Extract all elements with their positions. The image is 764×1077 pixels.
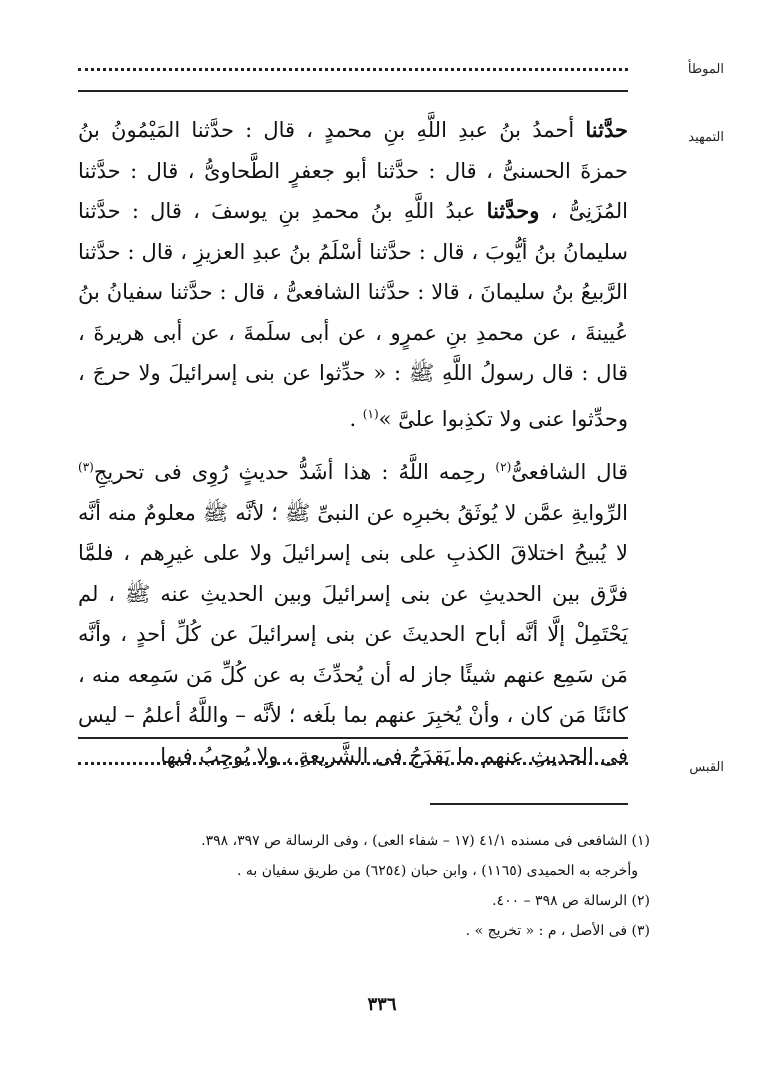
footnote-ref-3: (٣) [78,460,94,474]
footnote-separator [430,803,628,805]
paragraph-1-part1: أحمدُ بنُ عبدِ اللَّهِ بنِ محمدٍ ، قال : حدَّثنا المَيْمُونُ بنُ حمزةَ الحسنىُّ ، قال : حدَّثنا أبو جعفرٍ الطَّحاوىُّ ، قال : حدَّثنا المُزَنِىُّ ، [78,118,628,223]
footnote-1-cont: وأخرجه به الحميدى (١١٦٥) ، وابن حبان (٦٢٥٤) من طريق سفيان به . [236,863,638,879]
paragraph-2-part3: الرِّوايةِ عمَّن لا يُوثَقُ بخبرِه عن النبىِّ ﷺ ؛ لأنَّه ﷺ معلومٌ منه أنَّه لا يُبيحُ اختلاقَ الكذبِ على بنى إسرائيلَ ولا على غيرِهم ، فلمَّا فرَّق بين الحديثِ عن بنى إسرائيلَ وبين الحديثِ عنه ﷺ ، لم يَحْتَمِلْ إلَّا أنَّه أباح الحديثَ عن بنى إسرائيلَ عن كُلِّ أحدٍ ، وأنَّه مَن سَمِع عنهم شيئًا جاز له أن يُحدِّثَ به عن كُلِّ مَن سَمِعه منه ، كائنًا مَن كان ، وأنْ يُخبِرَ عنهم بما بلَغه ؛ لأنَّه – واللَّهُ أعلمُ – ليس فى الحديثِ عنهم ما يَقدَحُ فى الشَّريعةِ ، ولا يُوجِبُ فيها [78,500,628,768]
paragraph-1-mid: وحدَّثنا [486,198,540,223]
paragraph-1 [78,110,628,439]
qabas-label: القبس [689,760,724,775]
footnote-ref-1: (١) [362,406,379,421]
qabas-rule [78,737,628,739]
paragraph-1-end: . [349,406,363,431]
tamhid-label: التمهيد [688,130,724,145]
footnote-2: (٢) الرسالة ص ٣٩٨ – ٤٠٠. [492,893,650,909]
paragraph-2 [78,447,628,776]
footnote-1: (١) الشافعى فى مسنده ٤١/١ (١٧ – شفاء العى) ، وفى الرسالة ص ٣٩٧، ٣٩٨. [201,833,650,849]
footnote-3: (٣) فى الأصل ، م : « تخريج » . [465,923,650,939]
paragraph-1-part2: عبدُ اللَّهِ بنُ محمدِ بنِ يوسفَ ، قال : حدَّثنا سليمانُ بنُ أيُّوبَ ، قال : حدَّثنا أسْلَمُ بنُ عبدِ العزيزِ ، قال : حدَّثنا الرَّبيعُ بنُ سليمانَ ، قالا : حدَّثنا الشافعىُّ ، قال : حدَّثنا سفيانُ بنُ عُيينةَ ، عن محمدِ بنِ عمرٍو ، عن أبى سلَمةَ ، عن أبى هريرةَ ، قال : قال رسولُ اللَّهِ ﷺ : « حدِّثوا عن بنى إسرائيلَ ولا حرجَ ، وحدِّثوا عنى ولا تكذِبوا علىَّ » [78,199,628,431]
book-title-label: الموطأ [687,62,724,77]
footnotes [78,826,650,946]
footnote-ref-2: (٢) [495,460,512,474]
qabas-dotted-line [78,762,628,765]
paragraph-2-part2: رحِمه اللَّهُ : هذا أشَدُّ حديثٍ رُوِى فى تحريجِ [93,460,496,484]
header-dotted-line [78,68,628,71]
page-number: ٣٣٦ [367,994,397,1015]
tamhid-text [78,110,628,776]
paragraph-2-part1: قال الشافعىُّ [511,460,628,484]
paragraph-1-lead: حدَّثنا [585,117,628,142]
header-rule [78,90,628,92]
